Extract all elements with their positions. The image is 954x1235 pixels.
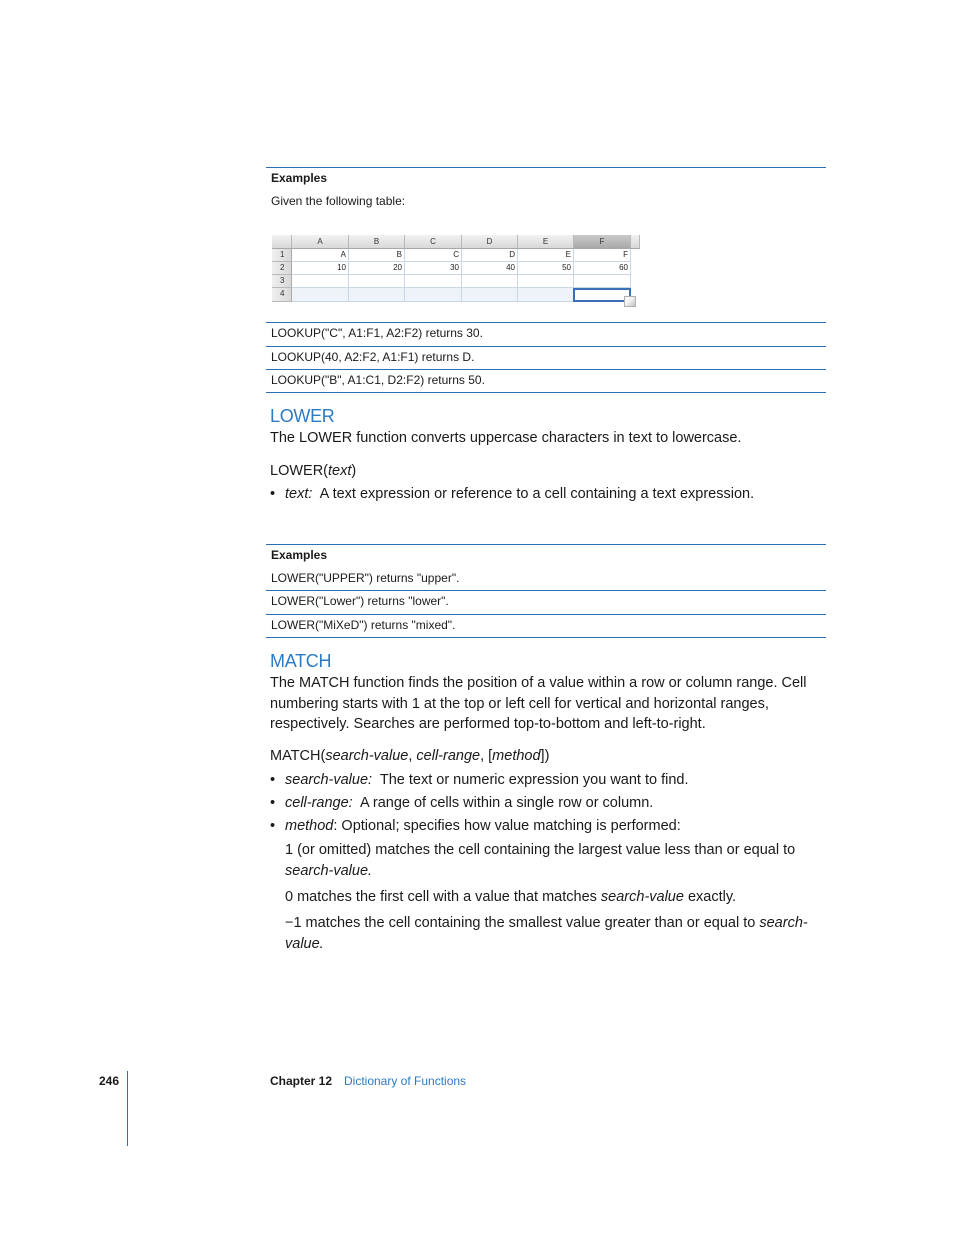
column-header: A <box>292 235 349 249</box>
description-line: numbering starts with 1 at the top or left cell for vertical and horizontal ranges, <box>270 695 769 712</box>
examples-intro: Given the following table: <box>271 194 406 208</box>
table-cell <box>349 288 405 302</box>
syntax-arg: text <box>328 463 352 479</box>
method-em: value. <box>285 935 324 952</box>
table-cell <box>462 275 518 288</box>
examples-label: Examples <box>271 548 328 562</box>
table-cell <box>405 275 462 288</box>
bullet-term: text: <box>285 486 313 502</box>
syntax-paren: ) <box>351 463 357 479</box>
bullet-icon: • <box>270 795 276 811</box>
syntax-arg: method <box>492 748 541 764</box>
table-cell <box>518 288 574 302</box>
row-header: 4 <box>272 288 292 302</box>
method-text: exactly. <box>683 889 737 905</box>
table-cell <box>405 288 462 302</box>
method-text: 0 matches the first cell with a value that matches <box>285 889 601 905</box>
row-header: 1 <box>272 249 292 262</box>
footer-vertical-rule <box>127 1071 128 1146</box>
table-cell: A <box>292 249 349 262</box>
example-row: LOWER("UPPER") returns "upper". <box>271 571 460 585</box>
bullet-icon: • <box>270 772 276 788</box>
column-header-selected: F <box>574 235 631 249</box>
description-line: respectively. Searches are performed top-to-bottom and left-to-right. <box>270 716 706 732</box>
table-rule <box>266 637 826 638</box>
table-rule <box>266 322 826 323</box>
match-syntax: MATCH(search-value, cell-range, [method]) <box>270 748 550 764</box>
method-minus-one-desc <box>285 913 808 954</box>
method-em: search-value <box>600 889 684 905</box>
method-em: search- <box>759 915 808 931</box>
match-description <box>270 673 820 735</box>
table-cell: 30 <box>405 262 462 275</box>
match-bullet <box>270 793 654 814</box>
column-scroll-handle[interactable] <box>631 235 640 249</box>
bullet-text: A text expression or reference to a cell containing a text expression. <box>319 486 755 502</box>
syntax-arg: search-value <box>325 748 409 764</box>
lower-description: The LOWER function converts uppercase characters in text to lowercase. <box>270 430 742 446</box>
examples-top-rule <box>266 544 826 545</box>
table-rule <box>266 614 826 615</box>
example-row: LOWER("Lower") returns "lower". <box>271 594 449 608</box>
bullet-text: : Optional; specifies how value matching is performed: <box>333 818 681 834</box>
table-cell: 40 <box>462 262 518 275</box>
bullet-icon: • <box>270 486 276 502</box>
syntax-arg: cell-range <box>416 748 481 764</box>
example-row: LOWER("MiXeD") returns "mixed". <box>271 618 456 632</box>
bullet-term: method <box>285 818 334 834</box>
description-line: The MATCH function finds the position of a value within a row or column range. Cell <box>270 675 807 691</box>
syntax-function-name: LOWER <box>270 463 324 479</box>
match-bullet <box>270 816 681 837</box>
corner-header <box>272 235 292 249</box>
spreadsheet-table <box>272 235 640 308</box>
table-cell: 60 <box>574 262 631 275</box>
row-header: 2 <box>272 262 292 275</box>
table-cell: 20 <box>349 262 405 275</box>
lower-syntax <box>270 461 356 482</box>
table-cell: 10 <box>292 262 349 275</box>
examples-label: Examples <box>271 171 328 185</box>
table-cell <box>462 288 518 302</box>
method-text: −1 matches the cell containing the smallest value greater than or equal to <box>285 915 760 931</box>
resize-handle-icon[interactable] <box>624 296 636 307</box>
table-rule <box>266 369 826 370</box>
table-cell <box>349 275 405 288</box>
method-one-desc <box>285 840 795 881</box>
method-line: 1 (or omitted) matches the cell containing the largest value less than or equal to <box>285 842 796 858</box>
chapter-title-link[interactable]: Dictionary of Functions <box>344 1074 467 1088</box>
table-rule <box>266 346 826 347</box>
page-number: 246 <box>99 1074 120 1088</box>
table-cell: E <box>518 249 574 262</box>
column-header: B <box>349 235 405 249</box>
examples-top-rule <box>266 167 826 168</box>
match-heading: MATCH <box>270 651 332 671</box>
bullet-term: cell-range: <box>285 795 353 811</box>
lower-bullet <box>270 484 755 505</box>
table-cell <box>518 275 574 288</box>
match-bullet <box>270 770 689 791</box>
column-header: E <box>518 235 574 249</box>
row-header: 3 <box>272 275 292 288</box>
bullet-text: A range of cells within a single row or column. <box>359 795 654 811</box>
lower-heading: LOWER <box>270 406 335 426</box>
table-rule <box>266 392 826 393</box>
bullet-icon: • <box>270 818 276 834</box>
selected-cell[interactable] <box>573 288 631 302</box>
example-row: LOOKUP("B", A1:C1, D2:F2) returns 50. <box>271 373 485 387</box>
example-row: LOOKUP("C", A1:F1, A2:F2) returns 30. <box>271 326 483 340</box>
bullet-term: search-value: <box>285 772 373 788</box>
example-row: LOOKUP(40, A2:F2, A1:F1) returns D. <box>271 350 475 364</box>
method-zero-desc <box>285 887 736 908</box>
table-cell <box>292 275 349 288</box>
table-cell: D <box>462 249 518 262</box>
syntax-function-name: MATCH <box>270 748 321 764</box>
bullet-text: The text or numeric expression you want to find. <box>379 772 689 788</box>
table-cell <box>574 275 631 288</box>
syntax-paren: ( <box>323 463 329 479</box>
table-rule <box>266 590 826 591</box>
column-header: C <box>405 235 462 249</box>
chapter-label: Chapter 12 <box>270 1074 333 1088</box>
table-cell: F <box>574 249 631 262</box>
table-cell: 50 <box>518 262 574 275</box>
method-line: search-value. <box>285 862 373 879</box>
column-header: D <box>462 235 518 249</box>
table-cell <box>292 288 349 302</box>
table-cell: C <box>405 249 462 262</box>
table-cell: B <box>349 249 405 262</box>
